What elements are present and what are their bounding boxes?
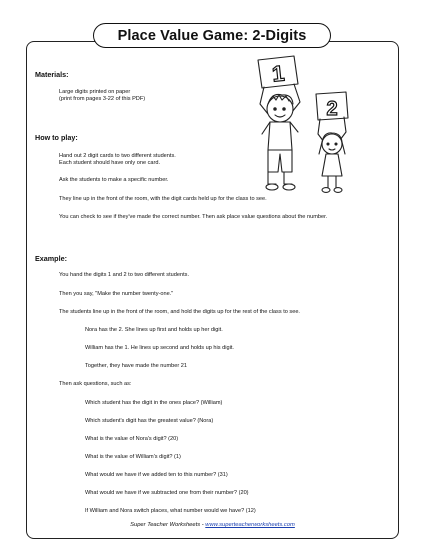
question-2: Which student's digit has the greatest value? (Nora) bbox=[85, 418, 214, 424]
question-1: Which student has the digit in the ones place? (William) bbox=[85, 400, 223, 406]
question-5: What would we have if we added ten to this number? (31) bbox=[85, 472, 228, 478]
example-line-5: William has the 1. He lines up second and holds up his digit. bbox=[85, 345, 234, 351]
footer bbox=[0, 522, 425, 528]
how-to-play-line-3: Ask the students to make a specific number. bbox=[59, 177, 169, 183]
how-to-play-line-4: They line up in the front of the room, with the digit cards held up for the class to see. bbox=[59, 196, 267, 202]
kids-holding-cards-illustration bbox=[246, 54, 356, 198]
example-line-7: Then ask questions, such as: bbox=[59, 381, 132, 387]
example-heading: Example: bbox=[35, 254, 67, 263]
materials-line-2: (print from pages 3-22 of this PDF) bbox=[59, 96, 146, 102]
card-digit-1: 1 bbox=[270, 60, 286, 87]
example-line-3: The students line up in the front of the room, and hold the digits up for the rest of the class to see. bbox=[59, 309, 300, 315]
how-to-play-line-5: You can check to see if they've made the correct number. Then ask place value questions about the number. bbox=[59, 214, 328, 220]
title-banner bbox=[93, 23, 331, 48]
materials-line-1: Large digits printed on paper bbox=[59, 89, 131, 95]
footer-link[interactable]: www.superteacherworksheets.com bbox=[205, 522, 295, 528]
card-digit-2: 2 bbox=[326, 98, 338, 120]
example-line-1: You hand the digits 1 and 2 to two different students. bbox=[59, 272, 189, 278]
materials-heading: Materials: bbox=[35, 70, 69, 79]
how-to-play-line-2: Each student should have only one card. bbox=[59, 160, 161, 166]
example-line-2: Then you say, "Make the number twenty-one." bbox=[59, 291, 174, 297]
question-4: What is the value of William's digit? (1) bbox=[85, 454, 181, 460]
question-3: What is the value of Nora's digit? (20) bbox=[85, 436, 179, 442]
example-line-4: Nora has the 2. She lines up first and holds up her digit. bbox=[85, 327, 223, 333]
how-to-play-line-1: Hand out 2 digit cards to two different students. bbox=[59, 153, 176, 159]
question-6: What would we have if we subtracted one from their number? (20) bbox=[85, 490, 249, 496]
question-7: If William and Nora switch places, what number would we have? (12) bbox=[85, 508, 256, 514]
example-line-6: Together, they have made the number 21 bbox=[85, 363, 187, 369]
footer-prefix: Super Teacher Worksheets - bbox=[130, 522, 206, 528]
how-to-play-heading: How to play: bbox=[35, 133, 78, 142]
page-title: Place Value Game: 2-Digits bbox=[117, 27, 307, 44]
